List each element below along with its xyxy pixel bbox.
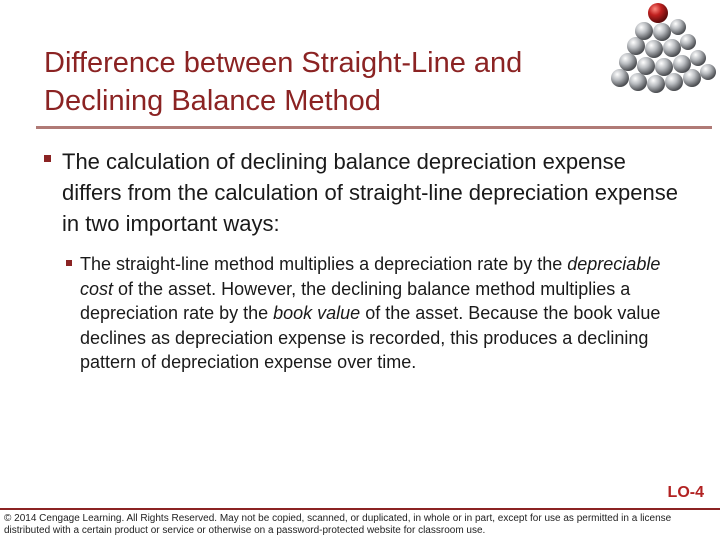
page-title [44, 44, 624, 120]
footer-divider [0, 508, 720, 510]
sub-bullet-part-1: The straight-line method multiplies a depreciation rate by the [80, 254, 568, 274]
sub-bullet-part-3: of the asset. Because the book value declines as depreciation expense is recorded, this produces a declining pattern of depreciation expense over time. [80, 303, 661, 372]
square-bullet-icon [44, 155, 51, 162]
copyright-notice: © 2014 Cengage Learning. All Rights Reserved. May not be copied, scanned, or duplicated, in whole or in part, except for use as permitted in a license distributed with a certain product or service or otherwise on a password-protected website for classroom use. [4, 513, 672, 536]
sub-bullet-part-2: of the asset. However, the declining balance method multiplies a depreciation rate by the [80, 278, 631, 323]
learning-objective-label: LO-4 [667, 484, 704, 501]
title-divider [36, 126, 712, 129]
bullet-1-text: The calculation of declining balance depreciation expense differs from the calculation of straight-line depreciation expense in two important ways: [62, 149, 678, 236]
bullet-level-1 [44, 146, 684, 239]
title-line-1: Difference between Straight-Line and [44, 47, 523, 79]
bullet-level-2 [66, 252, 676, 375]
bullet-2-text [80, 252, 676, 375]
sub-bullet-italic-2: book value [273, 303, 361, 323]
title-line-2: Declining Balance Method [44, 85, 381, 117]
sphere-pyramid-icon [600, 0, 720, 110]
square-bullet-icon [66, 260, 72, 266]
sub-bullet-italic-1: depreciable cost [80, 254, 661, 299]
